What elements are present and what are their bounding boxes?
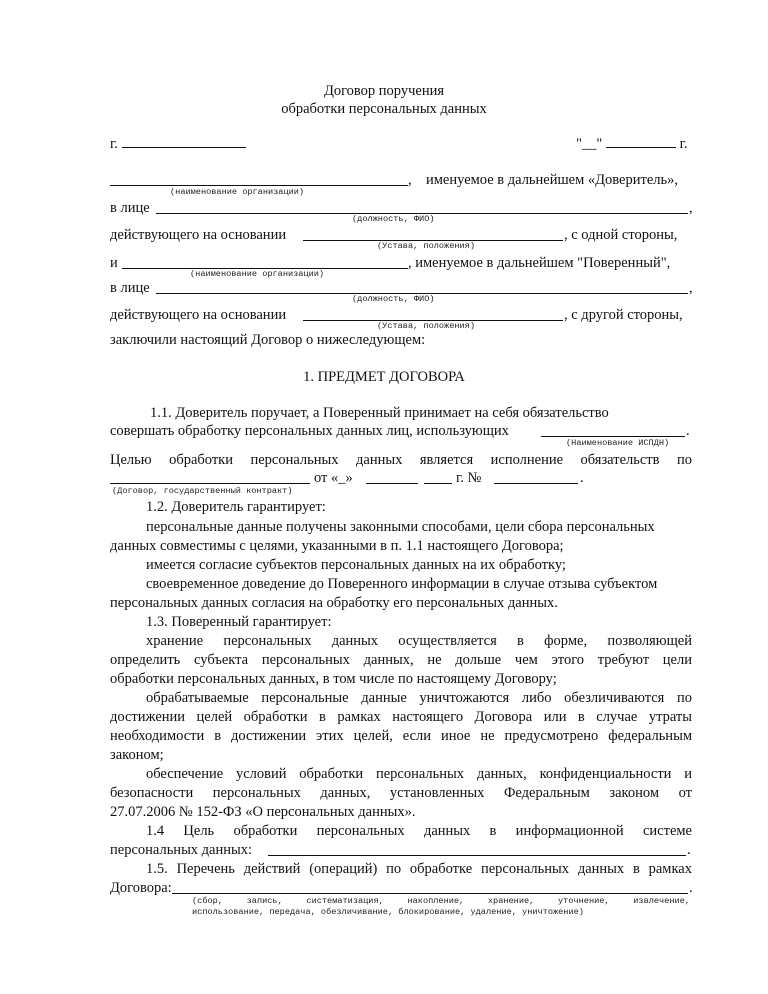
- actions-list-blank[interactable]: [172, 893, 688, 894]
- other-side-label: , с другой стороны,: [564, 307, 683, 323]
- p1-2: 1.2. Доверитель гарантирует:: [146, 499, 326, 515]
- one-side-label: , с одной стороны,: [564, 227, 678, 243]
- hint-basis-2: (Устава, положения): [377, 321, 475, 331]
- hint-position: (должность, ФИО): [352, 214, 435, 224]
- ispdn-purpose-blank[interactable]: [268, 855, 686, 856]
- h3-line-2: безопасности персональных данных, установленных Федеральным законом от: [110, 785, 692, 801]
- p1-1-line-2: совершать обработку персональных данных лиц, использующих: [110, 423, 509, 439]
- h2-line-2: достижении целей обработки в рамках настоящего Договора или в случае утраты: [110, 709, 692, 725]
- purpose-line: Целью обработки персональных данных является исполнение обязательств по: [110, 452, 692, 468]
- g1-line-1: персональные данные получены законными способами, цели сбора персональных: [146, 519, 655, 535]
- from-label: от «_»: [314, 470, 353, 486]
- g1-line-2: данных совместимы с целями, указанными в п. 1.1 настоящего Договора;: [110, 538, 564, 554]
- city-prefix: г.: [110, 136, 118, 152]
- g2: имеется согласие субъектов персональных данных на их обработку;: [146, 557, 566, 573]
- hint-basis: (Устава, положения): [377, 241, 475, 251]
- p1-1-line-1: 1.1. Доверитель поручает, а Поверенный принимает на себя обязательство: [150, 405, 609, 421]
- hint-position-2: (должность, ФИО): [352, 294, 435, 304]
- p1-4-line-2: персональных данных:: [110, 842, 253, 858]
- p1-4-line-1: 1.4 Цель обработки персональных данных в информационной системе: [146, 823, 692, 839]
- ispdn-name-blank[interactable]: [541, 436, 685, 437]
- hint-actions-line-2: использование, передача, обезличивание, блокирование, удаление, уничтожение): [192, 907, 584, 917]
- city-blank[interactable]: [122, 134, 246, 148]
- h2-line-4: законом;: [110, 747, 164, 763]
- acting-basis-label: действующего на основании: [110, 227, 287, 243]
- hint-org: (наименование организации): [170, 187, 305, 197]
- and-label: и: [110, 255, 118, 271]
- p1-5-line-2: Договора:: [110, 880, 172, 896]
- g3-line-1: своевременное доведение до Поверенного информации в случае отзыва субъектом: [146, 576, 658, 592]
- in-person-label-2: в лице: [110, 280, 150, 296]
- h1-line-1: хранение персональных данных осуществляется в форме, позволяющей: [146, 633, 692, 649]
- year-number-label: г. №: [456, 470, 482, 486]
- hint-contract: (Договор, государственный контракт): [112, 486, 293, 496]
- document-page: Договор поручения обработки персональных данных г. "__" г. , именуемое в дальнейшем «Доверитель», (наименование организации) в лице , (должность, ФИО) действующего на основании , с одной стороны, (Устава, положения) и , именуемое в дальнейшем "Поверенный", (наименование организации) в лице , (должность, ФИО) действующего на основании , с другой стороны, (Устава, положения) заключили настоящий Договор о нижеследующем: 1. ПРЕДМЕТ ДОГОВОРА 1.1. Доверитель поручает, а Поверенный принимает на себя обязательство совершать обработку персональных данных лиц, использующих . (Наименование ИСПДН) Целью обработки персональных данных является исполнение обязательств по от «_» г. № . (Договор, государственный контракт) 1.2. Доверитель гарантирует: персональные данные получены законными способами, цели сбора персональных данных совместимы с целями, указанными в п. 1.1 настоящего Договора; имеется согласие субъектов персональных данных на их обработку; своевременное доведение до Поверенного информации в случае отзыва субъектом персональных данных согласия на обработку его персональных данных. 1.3. Поверенный гарантирует: хранение персональных данных осуществляется в форме, позволяющей определить субъекта персональных данных, не дольше чем этого требуют цели обработки персональных данных, в том числе по настоящему Договору; обрабатываемые персональные данные уничтожаются либо обезличиваются по достижении целей обработки в рамках настоящего Договора или в случае утраты необходимости в достижении этих целей, если иное не предусмотрено федеральным законом; обеспечение условий обработки персональных данных, конфиденциальности и безопасности персональных данных, установленных Федеральным законом от 27.07.2006 № 152-ФЗ «О персональных данных». 1.4 Цель обработки персональных данных в информационной системе персональных данных: . 1.5. Перечень действий (операций) по обработке персональных данных в рамках Договора: . (сбор, запись, систематизация, накопление, хранение, уточнение, извлечение, использование, передача, обезличивание, блокирование, удаление, уничтожение): [0, 0, 768, 994]
- city-field: [110, 134, 246, 153]
- contract-month-blank[interactable]: [366, 483, 418, 484]
- agent-role: , именуемое в дальнейшем "Поверенный",: [408, 255, 671, 271]
- date-day: "__": [576, 136, 603, 152]
- section-1-heading: 1. ПРЕДМЕТ ДОГОВОРА: [303, 369, 465, 385]
- acting-basis-label-2: действующего на основании: [110, 307, 287, 323]
- date-field: [576, 134, 688, 153]
- h2-line-1: обрабатываемые персональные данные уничтожаются либо обезличиваются по: [146, 690, 692, 706]
- h1-line-3: обработки персональных данных, в том числе по настоящему Договору;: [110, 671, 557, 687]
- in-person-label: в лице: [110, 200, 150, 216]
- h1-line-2: определить субъекта персональных данных, не дольше чем этого требуют цели: [110, 652, 692, 668]
- p1-5-line-1: 1.5. Перечень действий (операций) по обработке персональных данных в рамках: [146, 861, 692, 877]
- contract-blank[interactable]: [110, 483, 310, 484]
- h2-line-3: необходимости в достижении этих целей, если иное не предусмотрено федеральным: [110, 728, 692, 744]
- date-year-suffix: г.: [679, 136, 688, 152]
- contract-year-blank[interactable]: [424, 483, 452, 484]
- principal-role: именуемое в дальнейшем «Доверитель»,: [426, 172, 679, 188]
- p1-3: 1.3. Поверенный гарантирует:: [146, 614, 332, 630]
- hint-org-2: (наименование организации): [190, 269, 325, 279]
- concluded-text: заключили настоящий Договор о нижеследующем:: [110, 332, 426, 348]
- hint-actions-line-1: (сбор, запись, систематизация, накопление, хранение, уточнение, извлечение,: [192, 896, 690, 906]
- g3-line-2: персональных данных согласия на обработку его персональных данных.: [110, 595, 558, 611]
- h3-line-3: 27.07.2006 № 152-ФЗ «О персональных данных».: [110, 804, 416, 820]
- date-month-blank[interactable]: [606, 134, 676, 148]
- title-line-2: обработки персональных данных: [281, 101, 487, 117]
- title-line-1: Договор поручения: [323, 83, 445, 99]
- h3-line-1: обеспечение условий обработки персональных данных, конфиденциальности и: [146, 766, 692, 782]
- principal-org-blank[interactable]: [110, 185, 408, 186]
- hint-ispdn: (Наименование ИСПДН): [566, 438, 670, 448]
- contract-number-blank[interactable]: [494, 483, 578, 484]
